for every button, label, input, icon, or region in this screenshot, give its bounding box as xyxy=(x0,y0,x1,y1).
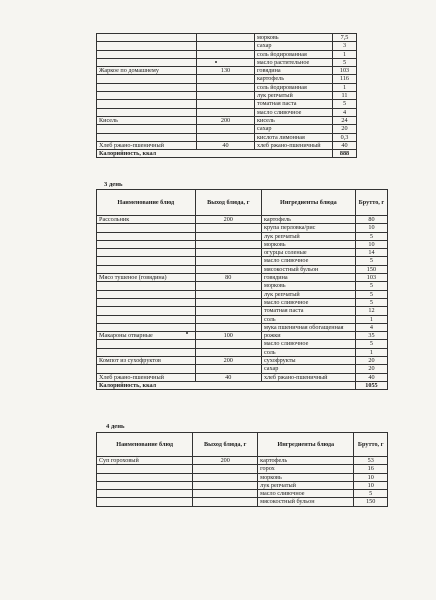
gross-weight-cell: 5 xyxy=(333,100,357,108)
gross-weight-cell: 150 xyxy=(355,265,387,273)
ingredient-cell: крупа перловка/рис xyxy=(261,224,355,232)
dish-weight-cell: 40 xyxy=(197,141,255,149)
dish-weight-cell: 100 xyxy=(195,332,261,340)
dish-weight-cell: 200 xyxy=(197,116,255,124)
table-row xyxy=(97,249,388,257)
calories-row xyxy=(97,150,357,158)
table-row xyxy=(97,240,388,248)
scan-speck xyxy=(186,332,188,334)
dish-name-cell xyxy=(97,473,193,481)
dish-name-cell xyxy=(97,307,196,315)
gross-weight-cell: 116 xyxy=(333,75,357,83)
dish-name-cell xyxy=(97,498,193,506)
table-row xyxy=(97,373,388,381)
gross-weight-cell: 20 xyxy=(355,357,387,365)
dish-name-cell xyxy=(97,92,197,100)
table-row xyxy=(97,481,388,489)
ingredient-cell: масло сливочное xyxy=(261,298,355,306)
ingredient-cell: соль xyxy=(261,315,355,323)
dish-name-cell xyxy=(97,323,196,331)
dish-name-cell xyxy=(97,298,196,306)
dish-weight-cell xyxy=(197,133,255,141)
calories-value: 1055 xyxy=(355,381,387,389)
gross-weight-cell: 5 xyxy=(333,58,357,66)
table-row xyxy=(97,457,388,465)
gross-weight-cell: 5 xyxy=(354,490,388,498)
table-row xyxy=(97,315,388,323)
gross-weight-cell: 10 xyxy=(354,481,388,489)
gross-weight-cell: 10 xyxy=(355,240,387,248)
dish-name-cell xyxy=(97,108,197,116)
dish-weight-cell xyxy=(195,240,261,248)
gross-weight-cell: 7,5 xyxy=(333,34,357,42)
ingredient-cell: говядина xyxy=(255,67,333,75)
dish-weight-cell xyxy=(195,290,261,298)
table-row xyxy=(97,125,357,133)
gross-weight-cell: 0,3 xyxy=(333,133,357,141)
dish-name-cell xyxy=(97,133,197,141)
ingredient-cell: рожки xyxy=(261,332,355,340)
gross-weight-cell: 4 xyxy=(355,323,387,331)
dish-name-cell xyxy=(97,348,196,356)
calories-label: Калорийность, ккал xyxy=(97,150,333,158)
table-row xyxy=(97,92,357,100)
dish-weight-cell xyxy=(197,34,255,42)
ingredient-cell: масло сливочное xyxy=(261,257,355,265)
dish-weight-cell xyxy=(195,348,261,356)
ingredient-cell: сахар xyxy=(255,42,333,50)
dish-weight-cell: 200 xyxy=(193,457,258,465)
table-header-row xyxy=(97,433,388,457)
ingredient-cell: соль йодированная xyxy=(255,83,333,91)
ingredient-cell: томатная паста xyxy=(255,100,333,108)
gross-weight-cell: 150 xyxy=(354,498,388,506)
table-row xyxy=(97,365,388,373)
dish-weight-cell xyxy=(193,498,258,506)
ingredient-cell: морковь xyxy=(261,240,355,248)
ingredient-cell: лук репчатый xyxy=(258,481,354,489)
dish-weight-cell xyxy=(197,100,255,108)
dish-name-cell xyxy=(97,249,196,257)
calories-row xyxy=(97,381,388,389)
gross-weight-cell: 5 xyxy=(355,257,387,265)
gross-weight-cell: 5 xyxy=(355,282,387,290)
dish-weight-cell xyxy=(197,58,255,66)
dish-name-cell: Компот из сухофруктов xyxy=(97,357,196,365)
dish-name-cell xyxy=(97,34,197,42)
ingredient-cell: огурцы соленые xyxy=(261,249,355,257)
ingredient-cell: кисель xyxy=(255,116,333,124)
table-row xyxy=(97,42,357,50)
table-row xyxy=(97,490,388,498)
header-gross: Брутто, г xyxy=(354,433,388,457)
table-row xyxy=(97,274,388,282)
ingredient-cell: морковь xyxy=(255,34,333,42)
dish-name-cell xyxy=(97,75,197,83)
gross-weight-cell: 5 xyxy=(355,298,387,306)
dish-name-cell: Макароны отварные xyxy=(97,332,196,340)
gross-weight-cell: 1 xyxy=(355,348,387,356)
dish-name-cell xyxy=(97,58,197,66)
table-row xyxy=(97,265,388,273)
gross-weight-cell: 1 xyxy=(333,83,357,91)
table-row xyxy=(97,83,357,91)
gross-weight-cell: 40 xyxy=(355,373,387,381)
dish-name-cell xyxy=(97,100,197,108)
dish-name-cell xyxy=(97,257,196,265)
table-row xyxy=(97,58,357,66)
dish-name-cell xyxy=(97,50,197,58)
ingredient-cell: соль йодированная xyxy=(255,50,333,58)
dish-weight-cell xyxy=(195,265,261,273)
ingredient-cell: мясокостный бульон xyxy=(261,265,355,273)
table-row xyxy=(97,141,357,149)
header-weight: Выход блюда, г xyxy=(193,433,258,457)
ingredient-cell: говядина xyxy=(261,274,355,282)
dish-name-cell xyxy=(97,224,196,232)
table-row xyxy=(97,232,388,240)
menu-table-day2-continued xyxy=(96,33,357,158)
gross-weight-cell: 103 xyxy=(355,274,387,282)
dish-weight-cell: 80 xyxy=(195,274,261,282)
dish-weight-cell xyxy=(197,108,255,116)
header-weight: Выход блюда, г xyxy=(195,190,261,216)
gross-weight-cell: 1 xyxy=(333,50,357,58)
header-dish: Наименование блюд xyxy=(97,190,196,216)
dish-name-cell xyxy=(97,42,197,50)
gross-weight-cell: 53 xyxy=(354,457,388,465)
ingredient-cell: сахар xyxy=(255,125,333,133)
table-row xyxy=(97,348,388,356)
calories-label: Калорийность, ккал xyxy=(97,381,356,389)
gross-weight-cell: 35 xyxy=(355,332,387,340)
gross-weight-cell: 3 xyxy=(333,42,357,50)
gross-weight-cell: 1 xyxy=(355,315,387,323)
dish-weight-cell xyxy=(197,75,255,83)
dish-name-cell xyxy=(97,290,196,298)
table-row xyxy=(97,290,388,298)
table-row xyxy=(97,67,357,75)
ingredient-cell: хлеб ржано-пшеничный xyxy=(255,141,333,149)
dish-name-cell xyxy=(97,282,196,290)
gross-weight-cell: 40 xyxy=(333,141,357,149)
ingredient-cell: лук репчатый xyxy=(255,92,333,100)
ingredient-cell: морковь xyxy=(261,282,355,290)
dish-name-cell xyxy=(97,315,196,323)
table-row xyxy=(97,332,388,340)
dish-weight-cell xyxy=(193,465,258,473)
ingredient-cell: картофель xyxy=(255,75,333,83)
table-row xyxy=(97,323,388,331)
table-header-row xyxy=(97,190,388,216)
gross-weight-cell: 4 xyxy=(333,108,357,116)
ingredient-cell: мука пшеничная обогащенная xyxy=(261,323,355,331)
dish-name-cell: Мясо тушеное (говядина) xyxy=(97,274,196,282)
dish-name-cell xyxy=(97,125,197,133)
table-row xyxy=(97,116,357,124)
dish-weight-cell xyxy=(195,232,261,240)
dish-name-cell xyxy=(97,465,193,473)
table-row xyxy=(97,340,388,348)
gross-weight-cell: 5 xyxy=(355,232,387,240)
gross-weight-cell: 20 xyxy=(355,365,387,373)
dish-name-cell xyxy=(97,83,197,91)
dish-weight-cell xyxy=(197,83,255,91)
ingredient-cell: томатная паста xyxy=(261,307,355,315)
table-row xyxy=(97,307,388,315)
table-row xyxy=(97,50,357,58)
dish-weight-cell: 200 xyxy=(195,216,261,224)
table-row xyxy=(97,34,357,42)
ingredient-cell: сухофрукты xyxy=(261,357,355,365)
dish-weight-cell: 40 xyxy=(195,373,261,381)
table-row xyxy=(97,224,388,232)
calories-value: 888 xyxy=(333,150,357,158)
table-row xyxy=(97,298,388,306)
header-ingredients: Ингредиенты блюда xyxy=(261,190,355,216)
dish-name-cell xyxy=(97,490,193,498)
table-row xyxy=(97,133,357,141)
gross-weight-cell: 10 xyxy=(354,473,388,481)
dish-name-cell xyxy=(97,240,196,248)
dish-name-cell: Суп гороховый xyxy=(97,457,193,465)
dish-weight-cell xyxy=(195,224,261,232)
dish-name-cell xyxy=(97,232,196,240)
dish-name-cell: Жаркое по домашнему xyxy=(97,67,197,75)
ingredient-cell: масло сливочное xyxy=(261,340,355,348)
table-row xyxy=(97,465,388,473)
ingredient-cell: лук репчатый xyxy=(261,232,355,240)
header-ingredients: Ингредиенты блюда xyxy=(258,433,354,457)
day-3-title: 3 день xyxy=(104,181,123,188)
gross-weight-cell: 14 xyxy=(355,249,387,257)
dish-weight-cell: 200 xyxy=(195,357,261,365)
table-row xyxy=(97,357,388,365)
ingredient-cell: соль xyxy=(261,348,355,356)
dish-name-cell xyxy=(97,481,193,489)
table-row xyxy=(97,75,357,83)
gross-weight-cell: 103 xyxy=(333,67,357,75)
menu-table-day3 xyxy=(96,189,388,390)
dish-name-cell: Хлеб ржано-пшеничный xyxy=(97,141,197,149)
table-row xyxy=(97,100,357,108)
dish-weight-cell xyxy=(193,481,258,489)
gross-weight-cell: 16 xyxy=(354,465,388,473)
dish-weight-cell xyxy=(195,315,261,323)
dish-name-cell: Хлеб ржано-пшеничный xyxy=(97,373,196,381)
header-dish: Наименование блюд xyxy=(97,433,193,457)
scan-speck xyxy=(215,61,217,63)
ingredient-cell: масло растительное xyxy=(255,58,333,66)
table-row xyxy=(97,216,388,224)
gross-weight-cell: 24 xyxy=(333,116,357,124)
gross-weight-cell: 20 xyxy=(333,125,357,133)
dish-weight-cell xyxy=(195,298,261,306)
gross-weight-cell: 5 xyxy=(355,290,387,298)
dish-weight-cell: 130 xyxy=(197,67,255,75)
dish-weight-cell xyxy=(195,249,261,257)
dish-weight-cell xyxy=(195,323,261,331)
ingredient-cell: мясокостный бульон xyxy=(258,498,354,506)
menu-table-day4 xyxy=(96,432,388,507)
dish-weight-cell xyxy=(193,490,258,498)
ingredient-cell: кислота лимонная xyxy=(255,133,333,141)
dish-weight-cell xyxy=(197,42,255,50)
table-row xyxy=(97,257,388,265)
day-4-title: 4 день xyxy=(106,423,125,430)
ingredient-cell: масло сливочное xyxy=(258,490,354,498)
header-gross: Брутто, г xyxy=(355,190,387,216)
ingredient-cell: картофель xyxy=(261,216,355,224)
table-row xyxy=(97,108,357,116)
dish-weight-cell xyxy=(195,340,261,348)
ingredient-cell: горох xyxy=(258,465,354,473)
gross-weight-cell: 11 xyxy=(333,92,357,100)
table-row xyxy=(97,473,388,481)
ingredient-cell: картофель xyxy=(258,457,354,465)
dish-weight-cell xyxy=(195,307,261,315)
gross-weight-cell: 5 xyxy=(355,340,387,348)
dish-weight-cell xyxy=(195,282,261,290)
gross-weight-cell: 12 xyxy=(355,307,387,315)
ingredient-cell: сахар xyxy=(261,365,355,373)
dish-weight-cell xyxy=(197,92,255,100)
ingredient-cell: лук репчатый xyxy=(261,290,355,298)
ingredient-cell: морковь xyxy=(258,473,354,481)
dish-weight-cell xyxy=(197,125,255,133)
table-row xyxy=(97,498,388,506)
ingredient-cell: хлеб ржано-пшеничный xyxy=(261,373,355,381)
dish-name-cell xyxy=(97,365,196,373)
dish-weight-cell xyxy=(193,473,258,481)
dish-weight-cell xyxy=(195,365,261,373)
dish-name-cell xyxy=(97,340,196,348)
ingredient-cell: масло сливочное xyxy=(255,108,333,116)
dish-weight-cell xyxy=(195,257,261,265)
gross-weight-cell: 10 xyxy=(355,224,387,232)
table-row xyxy=(97,282,388,290)
dish-name-cell xyxy=(97,265,196,273)
dish-name-cell: Кисель xyxy=(97,116,197,124)
dish-weight-cell xyxy=(197,50,255,58)
gross-weight-cell: 80 xyxy=(355,216,387,224)
dish-name-cell: Рассольник xyxy=(97,216,196,224)
